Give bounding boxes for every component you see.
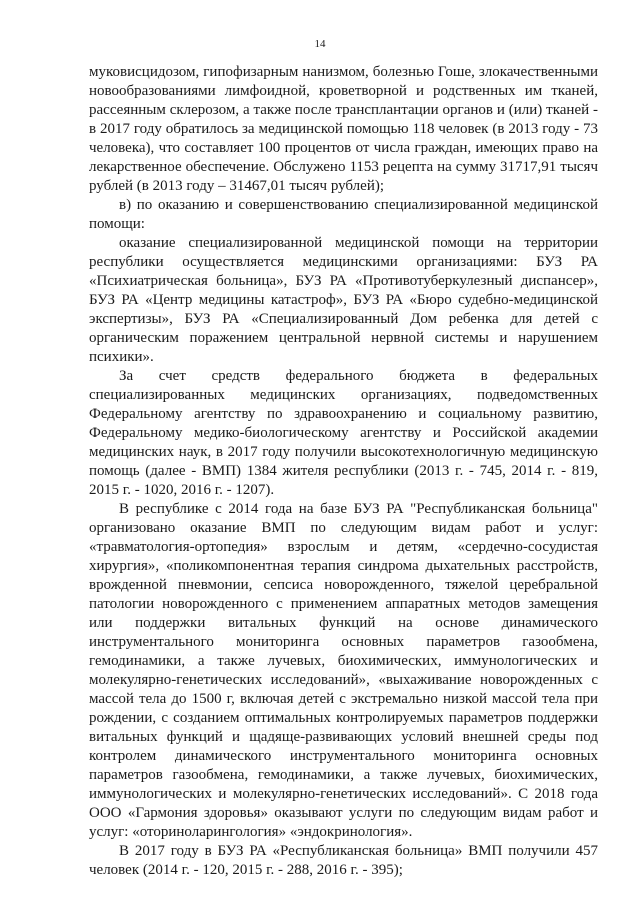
paragraph-medication-provision: муковисцидозом, гипофизарным нанизмом, болезнью Гоше, злокачественными новообразованиями лимфоидной, кроветворной и родственных им тканей, рассеянным склерозом, а также после трансплантации органов и (или) тканей - в 2017 году обратилось за медицинской помощью 118 человек (в 2013 году - 73 человека), что составляет 100 процентов от числа граждан, имеющих право на лекарственное обеспечение. Обслужено 1153 рецепта на сумму 31717,91 тысяч рублей (в 2013 году – 31467,01 тысяч рублей); [89, 64, 598, 194]
paragraph-republican-hospital-services: В республике с 2014 года на базе БУЗ РА "Республиканская больница" организовано оказание ВМП по следующим видам работ и услуг: «травматология-ортопедия» взрослым и детям, «сердечно-сосудистая хирургия», «поликомпонентная терапия синдрома дыхательных расстройств, врожденной пневмонии, сепсиса новорожденного, тяжелой церебральной патологии новорожденного с применением аппаратных методов замещения или поддержки витальных функций на основе динамического инструментального мониторинга основных параметров газообмена, гемодинамики, а также лучевых, биохимических, иммунологических и молекулярно-генетических исследований», «выхаживание новорожденных с массой тела до 1500 г, включая детей с экстремально низкой массой тела при рождении, с созданием оптимальных контролируемых параметров поддержки витальных функций и щадяще-развивающих условий внешней среды под контролем динамического инструментального мониторинга основных параметров газообмена, гемодинамики, а также лучевых, биохимических, иммунологических и молекулярно-генетических исследований». С 2018 года ООО «Гармония здоровья» оказывают услуги по следующим видам работ и услуг: «оториноларингология» «эндокринология». [89, 501, 598, 840]
page-number: 14 [314, 38, 326, 50]
paragraph-vmp-2017-statistics: В 2017 году в БУЗ РА «Республиканская больница» ВМП получили 457 человек (2014 г. - 120, 2015 г. - 288, 2016 г. - 395); [89, 843, 598, 878]
paragraph-specialized-care-heading: в) по оказанию и совершенствованию специализированной медицинской помощи: [89, 197, 598, 232]
paragraph-federal-budget-vmp: За счет средств федерального бюджета в федеральных специализированных медицинских организациях, подведомственных Федеральному агентству по здравоохранению и социальному развитию, Федеральному медико-биологическому агентству и Российской академии медицинских наук, в 2017 году получили высокотехнологичную медицинскую помощь (далее - ВМП) 1384 жителя республики (2013 г. - 745, 2014 г. - 819, 2015 г. - 1020, 2016 г. - 1207). [89, 368, 598, 498]
document-body [89, 63, 598, 880]
paragraph-medical-organizations: оказание специализированной медицинской помощи на территории республики осуществляется медицинскими организациями: БУЗ РА «Психиатрическая больница», БУЗ РА «Противотуберкулезный диспансер», БУЗ РА «Центр медицины катастроф», БУЗ РА «Бюро судебно-медицинской экспертизы», БУЗ РА «Специализированный Дом ребенка для детей с органическим поражением центральной нервной системы и нарушением психики». [89, 235, 598, 365]
